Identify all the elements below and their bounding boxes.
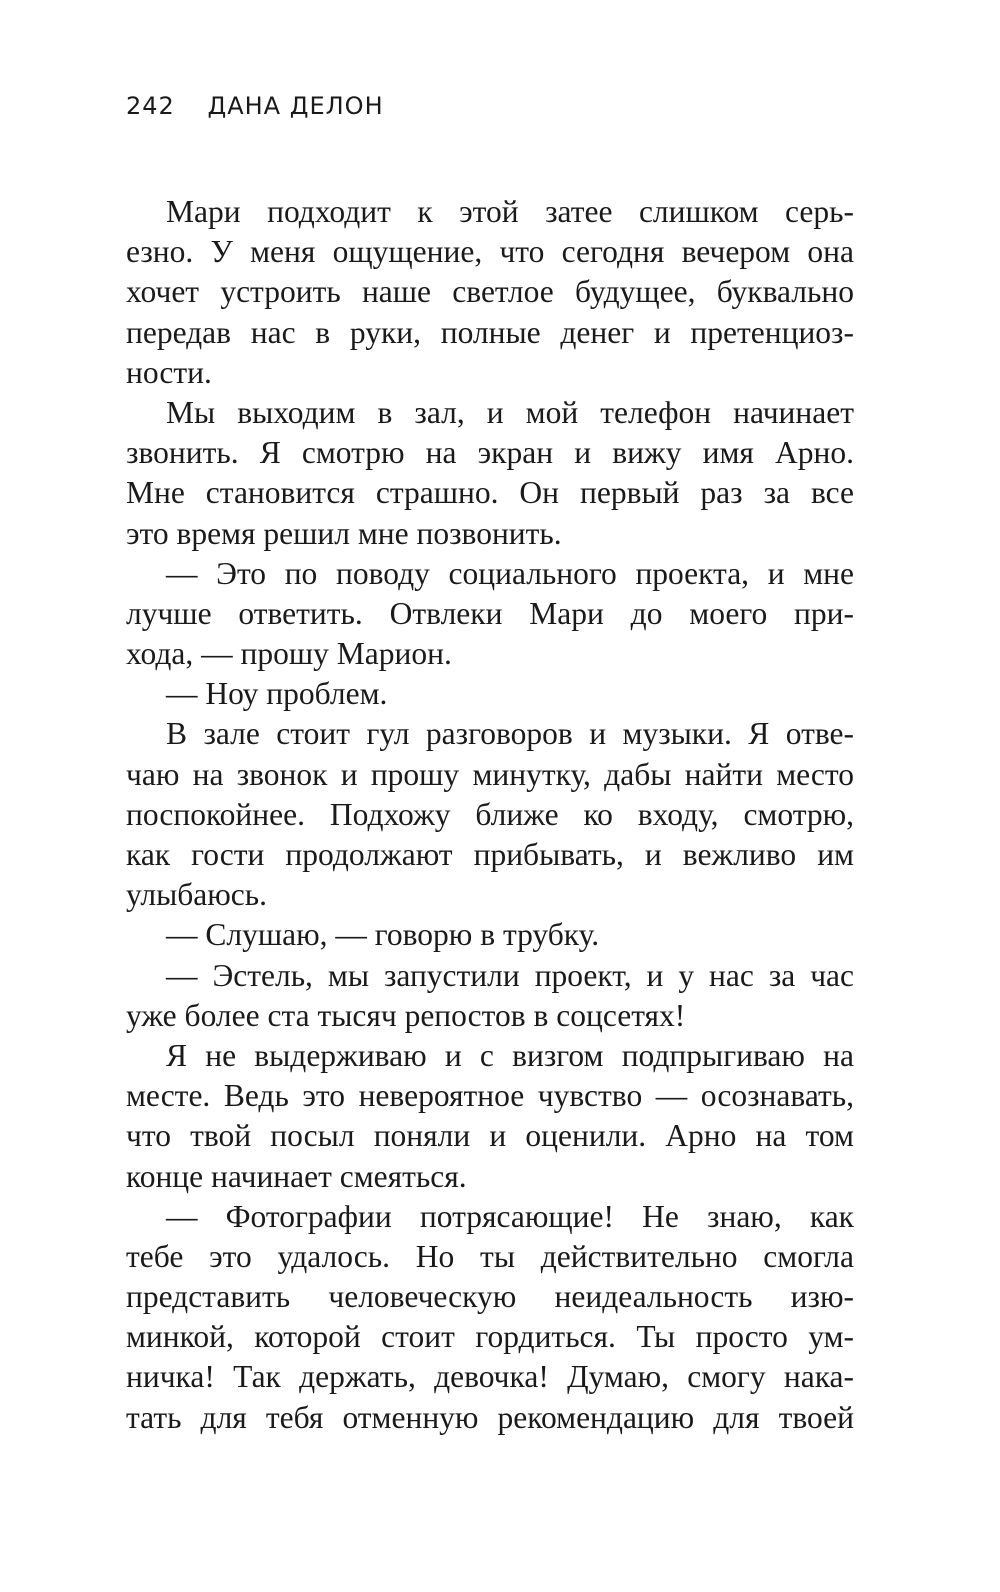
text-line: хода, — прошу Марион. [126,636,452,672]
page-number: 242 [126,92,175,120]
text-line: Мне становится страшно. Он первый раз за все [126,475,854,511]
text-line: это время решил мне позвонить. [126,515,562,551]
author-name: ДАНА ДЕЛОН [207,92,384,120]
text-line: — Слушаю, — говорю в трубку. [166,917,600,953]
text-line: Мы выходим в зал, и мой телефон начинает [166,394,854,430]
text-line: Я не выдерживаю и с визгом подпрыгиваю на [166,1037,854,1073]
text-line: минкой, которой стоит гордиться. Ты просто ум- [126,1319,854,1355]
text-line: — Это по поводу социального проекта, и мне [166,555,854,591]
text-line: поспокойнее. Подхожу ближе ко входу, смотрю, [126,796,854,832]
body-text [126,192,854,1438]
text-line: тебе это удалось. Но ты действительно смогла [126,1238,854,1274]
running-header [126,92,384,120]
text-line: ности. [126,354,212,390]
text-line: уже более ста тысяч репостов в соцсетях! [126,997,686,1033]
text-line: как гости продолжают прибывать, и вежливо им [126,837,854,872]
text-line: — Эстель, мы запустили проект, и у нас за час [166,957,854,993]
text-line: чаю на звонок и прошу минутку, дабы найти место [126,756,854,792]
text-line: представить человеческую неидеальность изю- [126,1279,854,1315]
text-line: тать для тебя отменную рекомендацию для твоей [126,1399,854,1435]
text-line: В зале стоит гул разговоров и музыки. Я отве- [166,716,854,752]
text-line: Мари подходит к этой затее слишком серь- [166,194,854,229]
text-line: звонить. Я смотрю на экран и вижу имя Арно. [126,435,854,471]
text-line: ничка! Так держать, девочка! Думаю, смогу нака- [126,1359,854,1395]
text-line: улыбаюсь. [126,877,268,913]
text-line: езно. У меня ощущение, что сегодня вечером она [126,234,854,270]
text-line: — Ноу проблем. [166,676,388,712]
text-line: хочет устроить наше светлое будущее, буквально [126,274,854,310]
text-line: что твой посыл поняли и оценили. Арно на том [126,1118,854,1154]
text-line: лучше ответить. Отвлеки Мари до моего при- [126,595,854,631]
text-line: конце начинает смеяться. [126,1158,467,1194]
text-line: передав нас в руки, полные денег и претенциоз- [126,314,854,350]
text-line: — Фотографии потрясающие! Не знаю, как [166,1198,854,1234]
text-line: месте. Ведь это невероятное чувство — осознавать, [126,1078,854,1114]
